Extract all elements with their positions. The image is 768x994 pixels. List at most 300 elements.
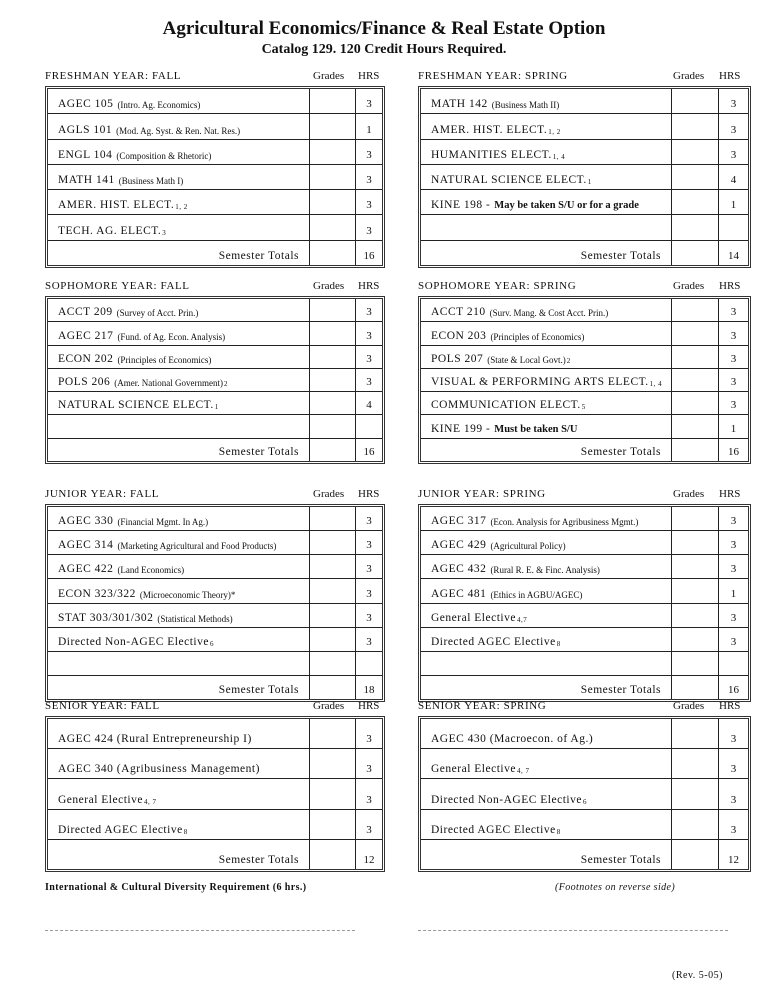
course-description: (Intro. Ag. Economics)	[117, 100, 201, 111]
hours-cell: 3	[718, 719, 748, 748]
grade-cell[interactable]	[309, 140, 355, 164]
course-code: KINE 199 -	[431, 422, 491, 435]
grade-cell[interactable]	[671, 555, 718, 578]
grade-cell[interactable]	[309, 346, 355, 368]
grade-cell[interactable]	[671, 579, 718, 602]
grade-cell[interactable]	[309, 114, 355, 138]
hours-cell: 3	[355, 215, 382, 239]
course-row	[48, 368, 382, 391]
grade-cell[interactable]	[671, 749, 718, 778]
grade-cell[interactable]	[309, 415, 355, 437]
course-code: AGEC 481	[431, 587, 487, 600]
footnote-ref: 1, 4	[552, 152, 566, 161]
hours-cell: 3	[355, 628, 382, 651]
grade-cell[interactable]	[671, 779, 718, 808]
course-description: (Principles of Economics)	[490, 331, 585, 342]
course-row	[48, 139, 382, 164]
course-row	[48, 627, 382, 651]
semester-8	[418, 700, 751, 872]
course-row	[48, 214, 382, 239]
totals-label: Semester Totals	[580, 249, 661, 262]
course-row	[48, 809, 382, 839]
hours-cell: 3	[718, 140, 748, 164]
course-code: Directed AGEC Elective	[431, 635, 556, 648]
total-grade-cell[interactable]	[671, 439, 718, 461]
totals-row	[421, 240, 748, 265]
course-description: (Ethics in AGBU/AGEC)	[490, 589, 583, 600]
course-code: ECON 202	[58, 352, 114, 365]
totals-label: Semester Totals	[218, 684, 299, 696]
footnote-ref: 8	[556, 639, 561, 648]
grade-cell[interactable]	[309, 299, 355, 321]
course-row	[48, 507, 382, 530]
course-code: AGLS 101	[58, 123, 113, 136]
grade-cell[interactable]	[309, 779, 355, 808]
course-row	[48, 719, 382, 748]
course-code: Directed AGEC Elective	[58, 823, 183, 836]
course-row	[421, 89, 748, 113]
course-code: AGEC 330	[58, 515, 114, 528]
footnotes-note: (Footnotes on reverse side)	[555, 882, 676, 893]
course-code: VISUAL & PERFORMING ARTS ELECT.	[431, 376, 649, 389]
course-code: Directed AGEC Elective	[431, 823, 556, 836]
footnote-ref: 1	[587, 178, 592, 187]
grades-header: Grades	[673, 280, 705, 292]
grade-cell[interactable]	[671, 346, 718, 368]
course-code: AGEC 314	[58, 539, 114, 552]
course-note: May be taken S/U or for a grade	[494, 200, 639, 212]
course-row	[421, 345, 748, 368]
grade-cell[interactable]	[671, 190, 718, 214]
course-row	[48, 89, 382, 113]
course-row	[421, 414, 748, 437]
footnote-ref: 3	[162, 228, 167, 237]
grade-cell[interactable]	[671, 415, 718, 437]
course-row	[421, 651, 748, 675]
hours-cell: 3	[718, 392, 748, 414]
total-hours: 16	[718, 439, 748, 461]
course-table	[418, 296, 751, 464]
grades-header: Grades	[673, 488, 705, 500]
total-grade-cell[interactable]	[671, 676, 718, 699]
course-row	[421, 139, 748, 164]
course-row	[48, 189, 382, 214]
totals-row	[421, 839, 748, 869]
course-description: (Statistical Methods)	[157, 613, 233, 624]
course-code: AGEC 105	[58, 98, 114, 111]
footnote-ref: 4, 7	[516, 767, 530, 776]
hours-cell: 4	[355, 392, 382, 414]
hours-cell: 3	[355, 190, 382, 214]
signature-line-left	[45, 930, 355, 931]
grade-cell[interactable]	[671, 604, 718, 627]
course-code: AGEC 429	[431, 539, 487, 552]
grade-cell[interactable]	[671, 719, 718, 748]
course-description: (Microeconomic Theory)*	[139, 589, 236, 600]
footnote-ref: 6	[209, 639, 214, 648]
grade-cell[interactable]	[671, 215, 718, 239]
course-row	[421, 189, 748, 214]
grade-cell[interactable]	[309, 749, 355, 778]
footnote-ref: 2	[566, 356, 571, 365]
hours-cell: 3	[355, 140, 382, 164]
hrs-header: HRS	[719, 280, 741, 292]
semester-6	[418, 488, 751, 702]
grade-cell[interactable]	[309, 215, 355, 239]
grade-cell[interactable]	[671, 810, 718, 839]
course-code: AGEC 217	[58, 329, 114, 342]
hours-cell: 3	[718, 346, 748, 368]
course-row	[48, 778, 382, 808]
course-code: STAT 303/301/302	[58, 611, 154, 624]
footnote-ref: 1, 2	[175, 203, 188, 212]
semester-title: SENIOR YEAR: FALL	[45, 700, 160, 712]
total-hours: 18	[355, 676, 382, 699]
hours-cell: 3	[355, 555, 382, 578]
course-table	[418, 716, 751, 872]
grade-cell[interactable]	[309, 628, 355, 651]
hours-cell: 3	[355, 810, 382, 839]
course-table	[45, 504, 385, 702]
course-table	[45, 86, 385, 268]
total-hours: 14	[718, 241, 748, 265]
hours-cell	[718, 215, 748, 239]
course-row	[48, 748, 382, 778]
page-subtitle: Catalog 129. 120 Credit Hours Required.	[261, 42, 507, 57]
course-row	[421, 299, 748, 321]
hours-cell: 3	[355, 531, 382, 554]
course-row	[48, 651, 382, 675]
course-row	[421, 603, 748, 627]
grades-header: Grades	[313, 700, 345, 712]
course-row	[48, 530, 382, 554]
semester-title: SENIOR YEAR: SPRING	[418, 700, 547, 712]
hours-cell: 3	[718, 749, 748, 778]
grade-cell[interactable]	[671, 165, 718, 189]
grade-cell[interactable]	[671, 89, 718, 113]
totals-label: Semester Totals	[218, 445, 299, 458]
course-row	[421, 627, 748, 651]
totals-label: Semester Totals	[218, 854, 299, 867]
hours-cell: 1	[355, 114, 382, 138]
course-row	[421, 809, 748, 839]
course-row	[421, 368, 748, 391]
course-code: AGEC 422	[58, 563, 114, 576]
grade-cell[interactable]	[671, 392, 718, 414]
hours-cell: 3	[718, 779, 748, 808]
course-code: AMER. HIST. ELECT.	[58, 199, 175, 212]
course-description: (State & Local Govt.)	[487, 354, 566, 365]
course-code: Directed Non-AGEC Elective	[58, 635, 209, 648]
hrs-header: HRS	[719, 488, 741, 500]
hrs-header: HRS	[358, 280, 380, 292]
course-row	[48, 414, 382, 437]
course-description: (Business Math I)	[118, 176, 184, 187]
hours-cell: 3	[718, 810, 748, 839]
semester-1	[45, 70, 385, 268]
hrs-header: HRS	[719, 70, 741, 82]
grade-cell[interactable]	[671, 628, 718, 651]
course-code: AGEC 430 (Macroecon. of Ag.)	[431, 733, 594, 746]
grades-header: Grades	[673, 700, 705, 712]
course-description: (Composition & Rhetoric)	[116, 150, 212, 161]
course-code: General Elective	[431, 763, 516, 776]
footnote-ref: 4, 7	[143, 797, 157, 806]
total-hours: 12	[355, 840, 382, 869]
course-code: General Elective	[431, 611, 516, 624]
hours-cell: 3	[355, 346, 382, 368]
course-code: AGEC 317	[431, 515, 487, 528]
course-code: General Elective	[58, 793, 143, 806]
footnote-ref: 1, 2	[548, 127, 561, 136]
totals-label: Semester Totals	[580, 854, 661, 867]
course-code: AGEC 424 (Rural Entrepreneurship I)	[58, 733, 252, 746]
hours-cell	[355, 652, 382, 675]
grade-cell[interactable]	[309, 190, 355, 214]
grade-cell[interactable]	[671, 652, 718, 675]
course-row	[421, 554, 748, 578]
course-row	[421, 748, 748, 778]
course-row	[48, 113, 382, 138]
course-row	[421, 113, 748, 138]
course-code: COMMUNICATION ELECT.	[431, 399, 581, 412]
total-grade-cell[interactable]	[309, 439, 355, 461]
grade-cell[interactable]	[309, 719, 355, 748]
revision-label: (Rev. 5-05)	[672, 970, 723, 981]
grades-header: Grades	[313, 70, 345, 82]
grade-cell[interactable]	[309, 322, 355, 344]
grade-cell[interactable]	[671, 531, 718, 554]
grade-cell[interactable]	[309, 165, 355, 189]
course-row	[421, 530, 748, 554]
course-code: POLS 207	[431, 352, 484, 365]
hours-cell: 3	[718, 322, 748, 344]
course-description: (Surv. Mang. & Cost Acct. Prin.)	[489, 308, 609, 319]
hours-cell: 3	[355, 719, 382, 748]
semester-title: JUNIOR YEAR: SPRING	[418, 488, 546, 500]
grade-cell[interactable]	[309, 652, 355, 675]
hours-cell: 3	[355, 579, 382, 602]
hours-cell: 3	[718, 114, 748, 138]
total-grade-cell[interactable]	[309, 840, 355, 869]
grade-cell[interactable]	[309, 89, 355, 113]
course-row	[48, 299, 382, 321]
footnote-ref: 5	[581, 403, 586, 412]
hours-cell: 3	[718, 604, 748, 627]
footnote-ref: 6	[582, 797, 587, 806]
course-code: TECH. AG. ELECT.	[58, 224, 162, 237]
totals-row	[48, 240, 382, 265]
total-grade-cell[interactable]	[671, 241, 718, 265]
hours-cell: 1	[718, 190, 748, 214]
total-grade-cell[interactable]	[671, 840, 718, 869]
course-code: AGEC 432	[431, 563, 487, 576]
total-hours: 16	[718, 676, 748, 699]
course-row	[421, 164, 748, 189]
course-description: (Business Math II)	[491, 100, 560, 111]
grade-cell[interactable]	[671, 322, 718, 344]
grade-cell[interactable]	[309, 810, 355, 839]
signature-line-right	[418, 930, 728, 931]
grade-cell[interactable]	[309, 531, 355, 554]
totals-label: Semester Totals	[218, 249, 299, 262]
hours-cell: 3	[355, 604, 382, 627]
grade-cell[interactable]	[671, 140, 718, 164]
semester-title: FRESHMAN YEAR: SPRING	[418, 70, 568, 82]
course-code: ACCT 210	[431, 306, 486, 319]
hours-cell: 3	[355, 507, 382, 530]
course-table	[418, 504, 751, 702]
hours-cell: 3	[355, 369, 382, 391]
course-code: MATH 141	[58, 174, 115, 187]
course-row	[48, 391, 382, 414]
course-description: (Land Economics)	[117, 565, 185, 576]
hours-cell: 3	[718, 369, 748, 391]
course-row	[421, 778, 748, 808]
hours-cell	[355, 415, 382, 437]
course-description: (Mod. Ag. Syst. & Ren. Nat. Res.)	[116, 125, 241, 136]
totals-label: Semester Totals	[580, 445, 661, 458]
hours-cell	[718, 652, 748, 675]
course-code: NATURAL SCIENCE ELECT.	[431, 174, 587, 187]
hours-cell: 1	[718, 579, 748, 602]
course-row	[48, 345, 382, 368]
semester-3	[45, 280, 385, 464]
footnote-ref: 8	[183, 827, 188, 836]
course-code: Directed Non-AGEC Elective	[431, 793, 582, 806]
course-code: ACCT 209	[58, 306, 113, 319]
hours-cell: 3	[355, 299, 382, 321]
hrs-header: HRS	[358, 488, 380, 500]
course-note: Must be taken S/U	[494, 423, 578, 435]
course-code: HUMANITIES ELECT.	[431, 148, 552, 161]
total-hours: 16	[355, 439, 382, 461]
grade-cell[interactable]	[671, 369, 718, 391]
course-description: (Marketing Agricultural and Food Products)	[117, 541, 277, 552]
course-code: AMER. HIST. ELECT.	[431, 123, 548, 136]
footnote-ref: 2	[223, 380, 228, 389]
totals-label: Semester Totals	[580, 684, 661, 696]
course-code: KINE 198 -	[431, 199, 491, 212]
grades-header: Grades	[313, 280, 345, 292]
hours-cell: 3	[355, 89, 382, 113]
course-description: (Survey of Acct. Prin.)	[116, 308, 199, 319]
grade-cell[interactable]	[309, 392, 355, 414]
grade-cell[interactable]	[671, 507, 718, 530]
hours-cell: 1	[718, 415, 748, 437]
hours-cell: 3	[718, 628, 748, 651]
course-description: (Fund. of Ag. Econ. Analysis)	[117, 331, 226, 342]
total-grade-cell[interactable]	[309, 241, 355, 265]
hours-cell: 3	[355, 779, 382, 808]
course-row	[421, 719, 748, 748]
course-code: AGEC 340 (Agribusiness Management)	[58, 763, 260, 776]
semester-4	[418, 280, 751, 464]
semester-5	[45, 488, 385, 702]
total-hours: 16	[355, 241, 382, 265]
course-code: NATURAL SCIENCE ELECT.	[58, 399, 214, 412]
grades-header: Grades	[313, 488, 345, 500]
grade-cell[interactable]	[671, 114, 718, 138]
grades-header: Grades	[673, 70, 705, 82]
total-grade-cell[interactable]	[309, 676, 355, 699]
hrs-header: HRS	[358, 700, 380, 712]
hours-cell: 3	[718, 531, 748, 554]
page-title: Agricultural Economics/Finance & Real Estate Option	[162, 18, 606, 39]
course-table	[45, 716, 385, 872]
course-table	[418, 86, 751, 268]
semester-title: SOPHOMORE YEAR: FALL	[45, 280, 190, 292]
semester-title: FRESHMAN YEAR: FALL	[45, 70, 182, 82]
hours-cell: 3	[355, 749, 382, 778]
totals-row	[421, 675, 748, 699]
course-row	[421, 214, 748, 239]
course-code: MATH 142	[431, 98, 488, 111]
course-description: (Rural R. E. & Finc. Analysis)	[490, 565, 600, 576]
course-description: (Financial Mgmt. In Ag.)	[117, 517, 209, 528]
course-row	[421, 391, 748, 414]
hours-cell: 3	[355, 165, 382, 189]
course-row	[48, 321, 382, 344]
totals-row	[421, 438, 748, 461]
grade-cell[interactable]	[309, 604, 355, 627]
hours-cell: 3	[355, 322, 382, 344]
footnote-ref: 4,7	[516, 615, 528, 624]
grade-cell[interactable]	[309, 369, 355, 391]
totals-row	[48, 839, 382, 869]
grade-cell[interactable]	[671, 299, 718, 321]
hrs-header: HRS	[358, 70, 380, 82]
course-code: ENGL 104	[58, 148, 113, 161]
diversity-requirement: International & Cultural Diversity Requirement (6 hrs.)	[45, 882, 307, 893]
grade-cell[interactable]	[309, 579, 355, 602]
course-description: (Econ. Analysis for Agribusiness Mgmt.)	[490, 517, 639, 528]
grade-cell[interactable]	[309, 507, 355, 530]
course-row	[48, 578, 382, 602]
course-table	[45, 296, 385, 464]
course-description: (Principles of Economics)	[117, 354, 212, 365]
course-code: ECON 203	[431, 329, 487, 342]
totals-row	[48, 675, 382, 699]
semester-title: JUNIOR YEAR: FALL	[45, 488, 160, 500]
course-description: (Amer. National Government)	[114, 378, 223, 389]
total-hours: 12	[718, 840, 748, 869]
course-code: POLS 206	[58, 376, 111, 389]
semester-2	[418, 70, 751, 268]
totals-row	[48, 438, 382, 461]
footnote-ref: 1, 4	[649, 380, 663, 389]
course-row	[48, 554, 382, 578]
footnote-ref: 8	[556, 827, 561, 836]
grade-cell[interactable]	[309, 555, 355, 578]
course-row	[421, 507, 748, 530]
semester-title: SOPHOMORE YEAR: SPRING	[418, 280, 577, 292]
course-row	[48, 603, 382, 627]
hours-cell: 3	[718, 555, 748, 578]
hrs-header: HRS	[719, 700, 741, 712]
semester-7	[45, 700, 385, 872]
hours-cell: 3	[718, 299, 748, 321]
course-description: (Agricultural Policy)	[490, 541, 566, 552]
hours-cell: 4	[718, 165, 748, 189]
course-code: ECON 323/322	[58, 587, 136, 600]
course-row	[48, 164, 382, 189]
course-row	[421, 578, 748, 602]
course-row	[421, 321, 748, 344]
hours-cell: 3	[718, 507, 748, 530]
footnote-ref: 1	[214, 403, 219, 412]
hours-cell: 3	[718, 89, 748, 113]
